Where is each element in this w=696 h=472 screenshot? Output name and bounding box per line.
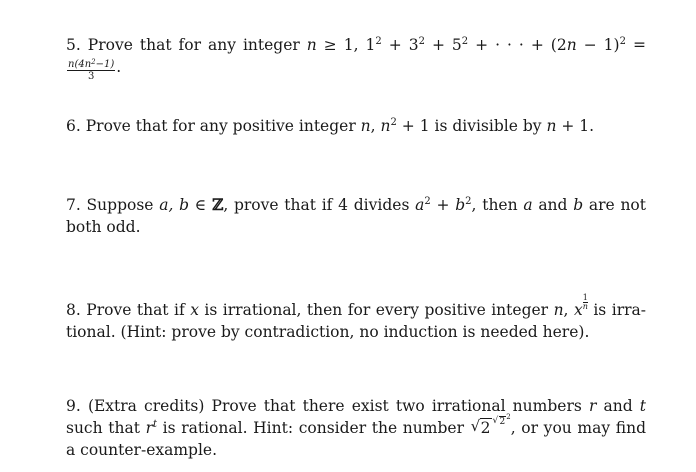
problem-7-var-a: a: [523, 196, 533, 214]
problem-9-text: and: [596, 397, 640, 415]
problem-7-text: Suppose: [86, 196, 160, 214]
problem-7-var-b: b: [573, 196, 584, 214]
problem-9-var-r: r: [588, 397, 597, 415]
problem-8-exponent: $\frac{1}{n}$: [582, 293, 588, 311]
problem-6-text: + 1.: [556, 117, 595, 135]
problem-5-var-n: n: [306, 36, 317, 54]
problem-5-exp: 2: [375, 36, 382, 47]
problem-8-text: is irra-tional. (Hint: prove by contradiction, no induction is needed here).: [66, 301, 646, 341]
problem-9-text: is rational. Hint: consider the number: [157, 419, 470, 437]
problem-5: [66, 34, 646, 82]
sqrt-2-expression: [471, 417, 492, 439]
problem-5-math: + 5: [431, 36, 462, 54]
fraction-denominator: 3: [87, 71, 95, 82]
radicand: 2: [480, 419, 491, 437]
problem-7-number: 7.: [66, 196, 81, 214]
problem-5-math: + · · · + (2: [475, 36, 567, 54]
problem-5-exp: 2: [461, 36, 469, 47]
problem-6-text: Prove that for any positive integer: [85, 117, 361, 135]
power-tower-exponent: √ 22: [492, 413, 511, 427]
problem-7-text: , then: [471, 196, 524, 214]
fraction-numerator: $n(4n^2-1)$: [68, 58, 115, 70]
problem-6-text: ,: [370, 117, 381, 135]
problem-5-math: + 3: [388, 36, 419, 54]
problem-7-text: , prove that if 4 divides: [223, 196, 416, 214]
problem-5-text: Prove that for any integer: [87, 36, 307, 54]
problem-7-in: ∈: [189, 196, 212, 214]
problem-8-text: Prove that if: [86, 301, 191, 319]
radical-sign: √: [470, 417, 481, 435]
problem-7-exp: 2: [424, 196, 431, 207]
problem-5-math: − 1): [583, 36, 620, 54]
problem-6: [66, 115, 646, 137]
problem-9-text: (Extra credits) Prove that there exist two irrational numbers: [87, 397, 589, 415]
problem-7-vars: a, b: [159, 196, 190, 214]
problem-7-text: are not both odd.: [66, 196, 646, 236]
problem-9-text: , or you may find a counter-example.: [66, 419, 646, 459]
problem-8-number: 8.: [66, 301, 81, 319]
problem-5-var-n: n: [566, 36, 577, 54]
problem-8-text: is irrational, then for every positive integer: [198, 301, 554, 319]
problem-6-var-n: n: [380, 117, 391, 135]
problem-8: [66, 294, 646, 343]
problem-7-exp: 2: [465, 196, 472, 207]
problem-6-number: 6.: [66, 117, 81, 135]
problem-7-plus: +: [430, 196, 456, 214]
problem-9-number: 9.: [66, 397, 81, 415]
problem-5-period: .: [116, 58, 122, 76]
problem-5-exp: 2: [619, 36, 626, 47]
problem-5-number: 5.: [66, 36, 81, 54]
problem-7-text: and: [532, 196, 574, 214]
problem-5-equals: =: [632, 36, 646, 54]
integers-symbol: ℤ: [211, 195, 224, 214]
problem-7-var-a: a: [415, 196, 425, 214]
problem-7: [66, 194, 646, 238]
problem-9-var-r: r: [145, 419, 153, 437]
problem-7-var-b: b: [455, 196, 466, 214]
problem-8-text: ,: [563, 301, 574, 319]
problem-6-text: + 1 is divisible by: [396, 117, 547, 135]
problem-9-var-t: t: [639, 397, 646, 415]
problem-5-math: ≥ 1, 1: [323, 36, 376, 54]
problem-8-var-x: x: [190, 301, 199, 319]
problem-5-fraction: [67, 59, 115, 82]
problem-9-exp: t: [153, 419, 158, 430]
problem-8-var-x: x: [573, 301, 583, 319]
problem-5-exp: 2: [418, 36, 425, 47]
problem-9: [66, 395, 646, 461]
problem-8-var-n: n: [553, 301, 564, 319]
problem-6-var-n: n: [546, 117, 557, 135]
problem-6-var-n: n: [360, 117, 371, 135]
problem-9-text: such that: [66, 419, 146, 437]
problem-6-exp: 2: [390, 117, 397, 128]
